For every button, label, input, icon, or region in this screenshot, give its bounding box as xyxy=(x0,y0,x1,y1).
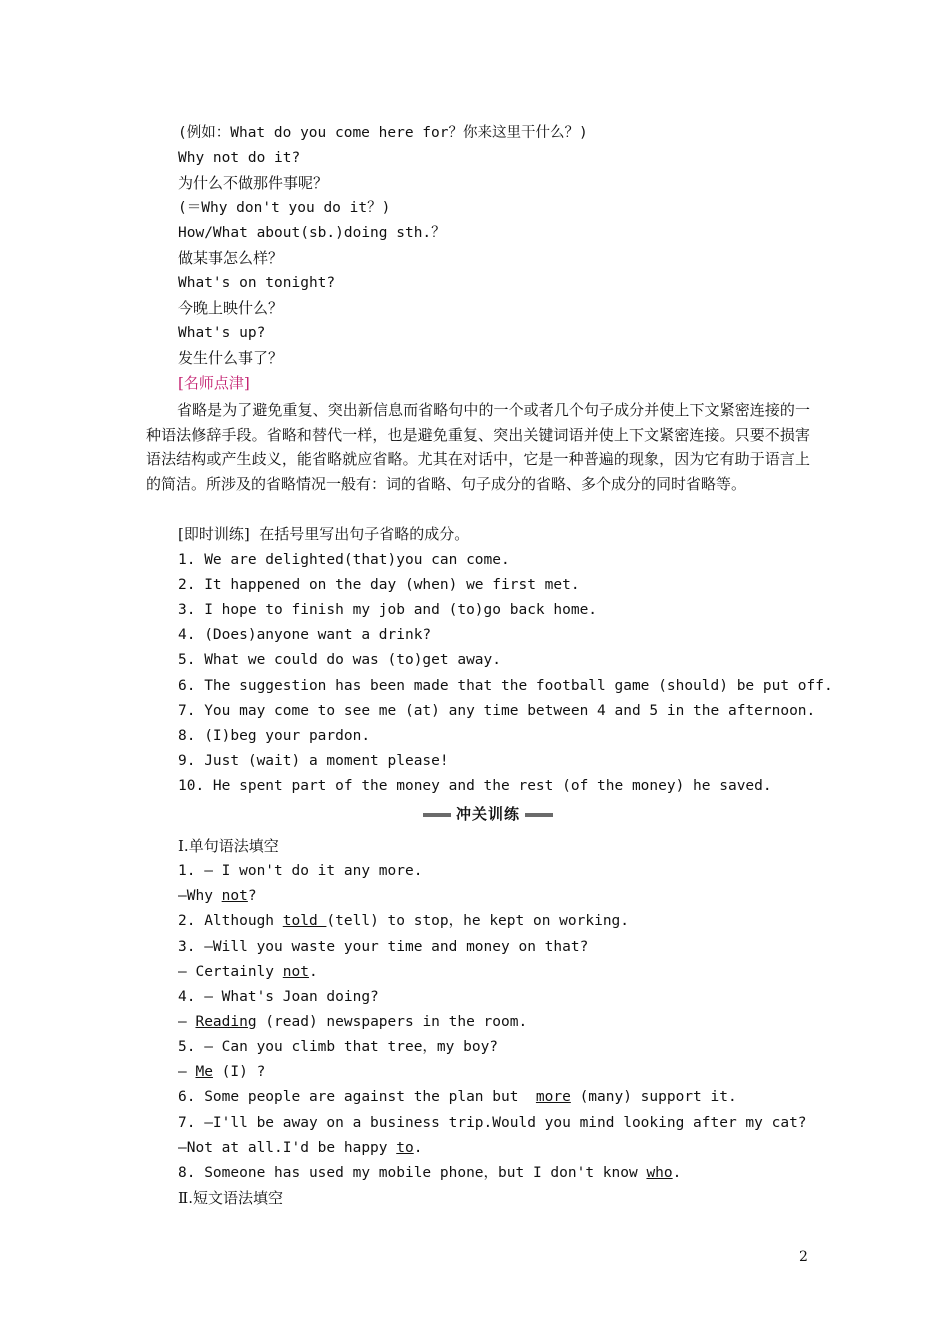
practice-item: 10. He spent part of the money and the rest (of the money) he saved. xyxy=(178,778,772,794)
exercise-line: 5. — Can you climb that tree，my boy? xyxy=(178,1039,499,1055)
practice-heading: [即时训练] 在括号里写出句子省略的成分。 xyxy=(178,525,470,543)
answer: Me xyxy=(195,1064,213,1080)
example-line: 发生什么事了？ xyxy=(178,349,284,367)
practice-item: 1. We are delighted(that)you can come. xyxy=(178,552,510,568)
example-line: What's up? xyxy=(178,325,266,341)
exercise-line: 3. —Will you waste your time and money on that? xyxy=(178,939,589,955)
answer: told xyxy=(282,913,327,929)
answer: Reading xyxy=(195,1014,257,1030)
exercise-line: —Why not? xyxy=(178,888,257,904)
example-line: 为什么不做那件事呢？ xyxy=(178,174,329,192)
answer: to xyxy=(396,1140,414,1156)
exercise-line: — Certainly not. xyxy=(178,964,318,980)
answer: who xyxy=(646,1165,673,1181)
answer: more xyxy=(535,1089,571,1105)
answer: not xyxy=(221,888,248,904)
banner-label: 冲关训练 xyxy=(451,802,525,826)
practice-item: 9. Just (wait) a moment please! xyxy=(178,753,449,769)
exercise-line: 6. Some people are against the plan but more (many) support it. xyxy=(178,1089,737,1105)
exercise-line: 4. — What's Joan doing? xyxy=(178,989,379,1005)
practice-item: 8. (I)beg your pardon. xyxy=(178,728,371,744)
practice-item: 3. I hope to finish my job and (to)go back home. xyxy=(178,602,598,618)
example-line: Why not do it? xyxy=(178,150,301,166)
example-line: What's on tonight? xyxy=(178,275,336,291)
page-number: 2 xyxy=(799,1249,808,1265)
example-line: 今晚上映什么？ xyxy=(178,299,284,317)
exercise-line: 2. Although told (tell) to stop，he kept on working. xyxy=(178,913,630,929)
practice-item: 7. You may come to see me (at) any time between 4 and 5 in the afternoon. xyxy=(178,703,816,719)
practice-item: 5. What we could do was (to)get away. xyxy=(178,652,502,668)
example-line: (例如：What do you come here for？你来这里干什么？) xyxy=(178,125,588,141)
exercise-line: — Reading (read) newspapers in the room. xyxy=(178,1014,528,1030)
practice-item: 2. It happened on the day (when) we first met. xyxy=(178,577,580,593)
exercise-line: — Me (I) ? xyxy=(178,1064,266,1080)
answer: not xyxy=(282,964,309,980)
tip-heading: [名师点津] xyxy=(178,374,250,392)
practice-item: 6. The suggestion has been made that the football game (should) be put off. xyxy=(178,678,833,694)
section-banner xyxy=(423,802,553,826)
exercise-line: 8. Someone has used my mobile phone，but I don't know who. xyxy=(178,1165,682,1181)
section-title: Ⅱ.短文语法填空 xyxy=(178,1189,283,1207)
section-title: Ⅰ.单句语法填空 xyxy=(178,837,279,855)
example-line: How/What about(sb.)doing sth.？ xyxy=(178,225,446,241)
example-line: (＝Why don't you do it？) xyxy=(178,200,391,216)
exercise-line: 7. —I'll be away on a business trip.Would you mind looking after my cat? xyxy=(178,1115,807,1131)
exercise-line: 1. — I won't do it any more. xyxy=(178,863,423,879)
practice-item: 4. (Does)anyone want a drink? xyxy=(178,627,432,643)
exercise-line: —Not at all.I'd be happy to. xyxy=(178,1140,423,1156)
tip-paragraph: 省略是为了避免重复、突出新信息而省略句中的一个或者几个句子成分并使上下文紧密连接的一种语法修辞手段。省略和替代一样，也是避免重复、突出关键词语并使上下文紧密连接。只要不损害语法结构或产生歧义，能省略就应省略。尤其在对话中，它是一种普遍的现象，因为它有助于语言上的简洁。所涉及的省略情况一般有：词的省略、句子成分的省略、多个成分的同时省略等。 xyxy=(146,401,810,493)
example-line: 做某事怎么样？ xyxy=(178,249,284,267)
